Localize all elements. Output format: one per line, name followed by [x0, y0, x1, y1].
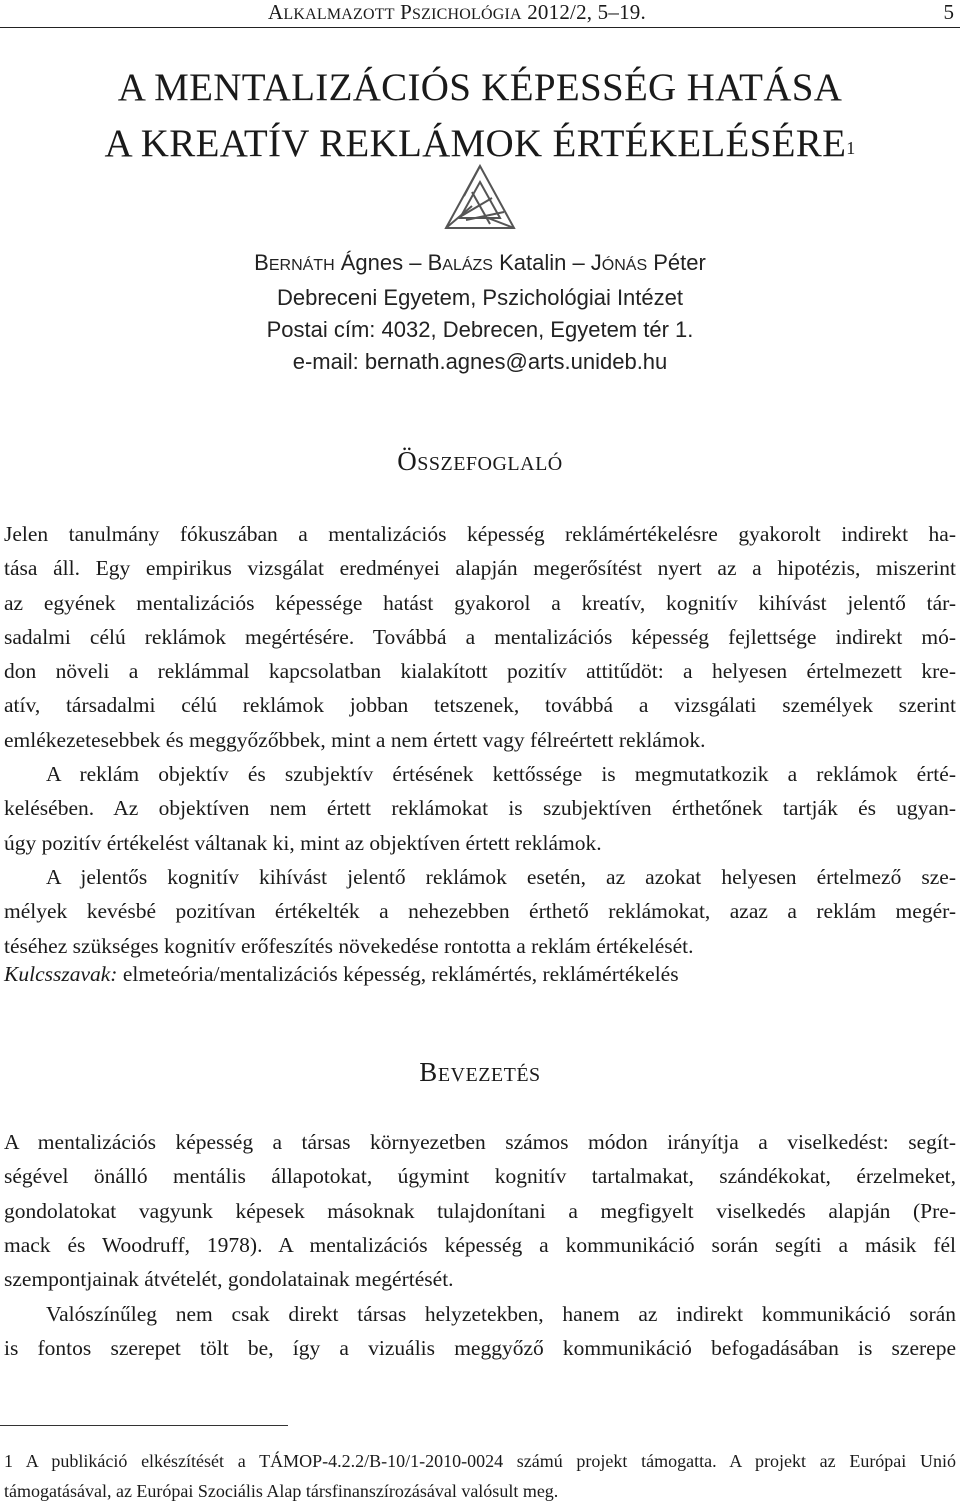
text-line: A mentalizációs képesség a társas környezetben számos módon irányítja a viselkedést: segít- [4, 1130, 956, 1154]
keywords-line [4, 957, 956, 991]
text-line: ségével önálló mentális állapotokat, úgymint kognitív tartalmakat, szándékokat, érzelmeket, [4, 1164, 956, 1189]
abstract-paragraph-2 [4, 757, 956, 860]
text-line: téséhez szükséges kognitív erőfeszítés növekedése rontotta a reklám értékelését. [4, 933, 694, 958]
journal-lkalmazott: LKALMAZOTT [283, 6, 395, 23]
text-line: mack és Woodruff, 1978). A mentalizációs képesség a kommunikáció során segíti a másik fél [4, 1232, 956, 1257]
journal-header [268, 0, 646, 25]
footnote [4, 1446, 956, 1506]
title-line-2: A KREATÍV REKLÁMOK ÉRTÉKELÉSÉRE [104, 122, 847, 165]
footnote-rule [0, 1425, 288, 1426]
author-names [0, 247, 960, 282]
author-2-initial: B [427, 250, 443, 275]
author-1-given: Ágnes – [334, 250, 428, 275]
text-line: gondolatokat vagyunk képesek másoknak tulajdonítani a megfigyelt viselkedés alapján (Pre- [4, 1198, 956, 1223]
author-block [0, 247, 960, 378]
journal-issue: 2012/2, 5–19. [527, 0, 646, 24]
intro-paragraph-2 [4, 1297, 956, 1366]
footnote-line-1: 1 A publikáció elkészítését a TÁMOP-4.2.2/B-10/1-2010-0024 számú projekt támogatta. A projekt az Európai Unió [4, 1451, 956, 1471]
journal-szichologia: SZICHOLÓGIA [412, 6, 522, 23]
author-3-surname: ÓNÁS [601, 257, 648, 274]
author-2-given: Katalin – [492, 250, 591, 275]
journal-a: A [268, 0, 284, 24]
header-rule [0, 27, 960, 28]
text-line: don növeli a reklámmal kapcsolatban kialakított pozitív attitűdöt: a helyesen értelmezett kre- [4, 659, 956, 684]
text-line: A reklám objektív és szubjektív értésének kettőssége is megmutatkozik a reklámok érté- [46, 762, 956, 786]
keywords [4, 957, 956, 991]
intro-heading-cap: B [419, 1057, 438, 1087]
abstract-heading-rest: SSZEFOGLALÓ [417, 453, 563, 475]
text-line: kelésében. Az objektíven nem értett reklámokat is szubjektíven érthetőnek tartják és ugyan- [4, 796, 956, 821]
text-line: szempontjainak átvételét, gondolatainak megértését. [4, 1267, 454, 1292]
author-3-given: Péter [647, 250, 706, 275]
author-1-initial: B [254, 250, 269, 275]
text-line: tása áll. Egy empirikus vizsgálat eredményei alapján megerősítést nyert az a hipotézis, miszerint [4, 556, 956, 581]
title-footnote-mark: 1 [846, 138, 856, 158]
journal-logo-icon [442, 162, 518, 238]
journal-p: P [400, 0, 413, 24]
keywords-label: Kulcsszavak: [4, 962, 118, 986]
text-line: úgy pozitív értékelést váltanak ki, mint az objektíven értett reklámok. [4, 830, 602, 855]
title-line-1: A MENTALIZÁCIÓS KÉPESSÉG HATÁSA [117, 66, 843, 109]
author-1-surname: ERNÁTH [268, 257, 335, 274]
text-line: atív, társadalmi célú reklámok jobban tetszenek, továbbá a vizsgálati személyek szerint [4, 693, 956, 718]
text-line: sadalmi célú reklámok megértésére. Továbbá a mentalizációs képesség fejlettsége indirekt mó- [4, 624, 956, 649]
abstract-heading [0, 446, 960, 477]
abstract-paragraph-3 [4, 860, 956, 963]
keywords-text: elmeteória/mentalizációs képesség, reklámértés, reklámértékelés [117, 962, 679, 986]
postal-address: Postai cím: 4032, Debrecen, Egyetem tér 1. [266, 317, 694, 342]
text-line: emlékezetesebbek és meggyőzőbbek, mint a nem értett vagy félreértett reklámok. [4, 727, 706, 752]
abstract-paragraph-1 [4, 517, 956, 757]
intro-heading [0, 1057, 960, 1088]
author-3-initial: J [590, 250, 602, 275]
footnote-line-2: támogatásával, az Európai Szociális Alap társfinanszírozásával valósult meg. [4, 1481, 559, 1501]
text-line: az egyének mentalizációs képessége hatást gyakorol a kreatív, kognitív kihívást jelentő tár- [4, 590, 956, 615]
text-line: Valószínűleg nem csak direkt társas helyzetekben, hanem az indirekt kommunikáció során [46, 1302, 956, 1326]
intro-paragraph-1 [4, 1125, 956, 1296]
text-line: A jelentős kognitív kihívást jelentő reklámok esetén, az azokat helyesen értelmező sze- [46, 865, 956, 889]
intro-heading-rest: EVEZETÉS [437, 1064, 541, 1086]
text-line: Jelen tanulmány fókuszában a mentalizációs képesség reklámértékelésre gyakorolt indirekt ha- [4, 522, 956, 546]
author-2-surname: ALÁZS [442, 257, 493, 274]
text-line: is fontos szerepet tölt be, így a vizuális meggyőző kommunikáció befogadásában is szerepe [4, 1336, 956, 1361]
page-number: 5 [943, 0, 954, 24]
affiliation: Debreceni Egyetem, Pszichológiai Intézet [277, 285, 683, 310]
article-title [0, 60, 960, 172]
abstract-heading-cap: Ö [397, 446, 418, 476]
email-address: e-mail: bernath.agnes@arts.unideb.hu [292, 349, 668, 374]
text-line: mélyek kevésbé pozitívan értékelték a nehezebben érthető reklámokat, azaz a reklám megér- [4, 899, 956, 924]
